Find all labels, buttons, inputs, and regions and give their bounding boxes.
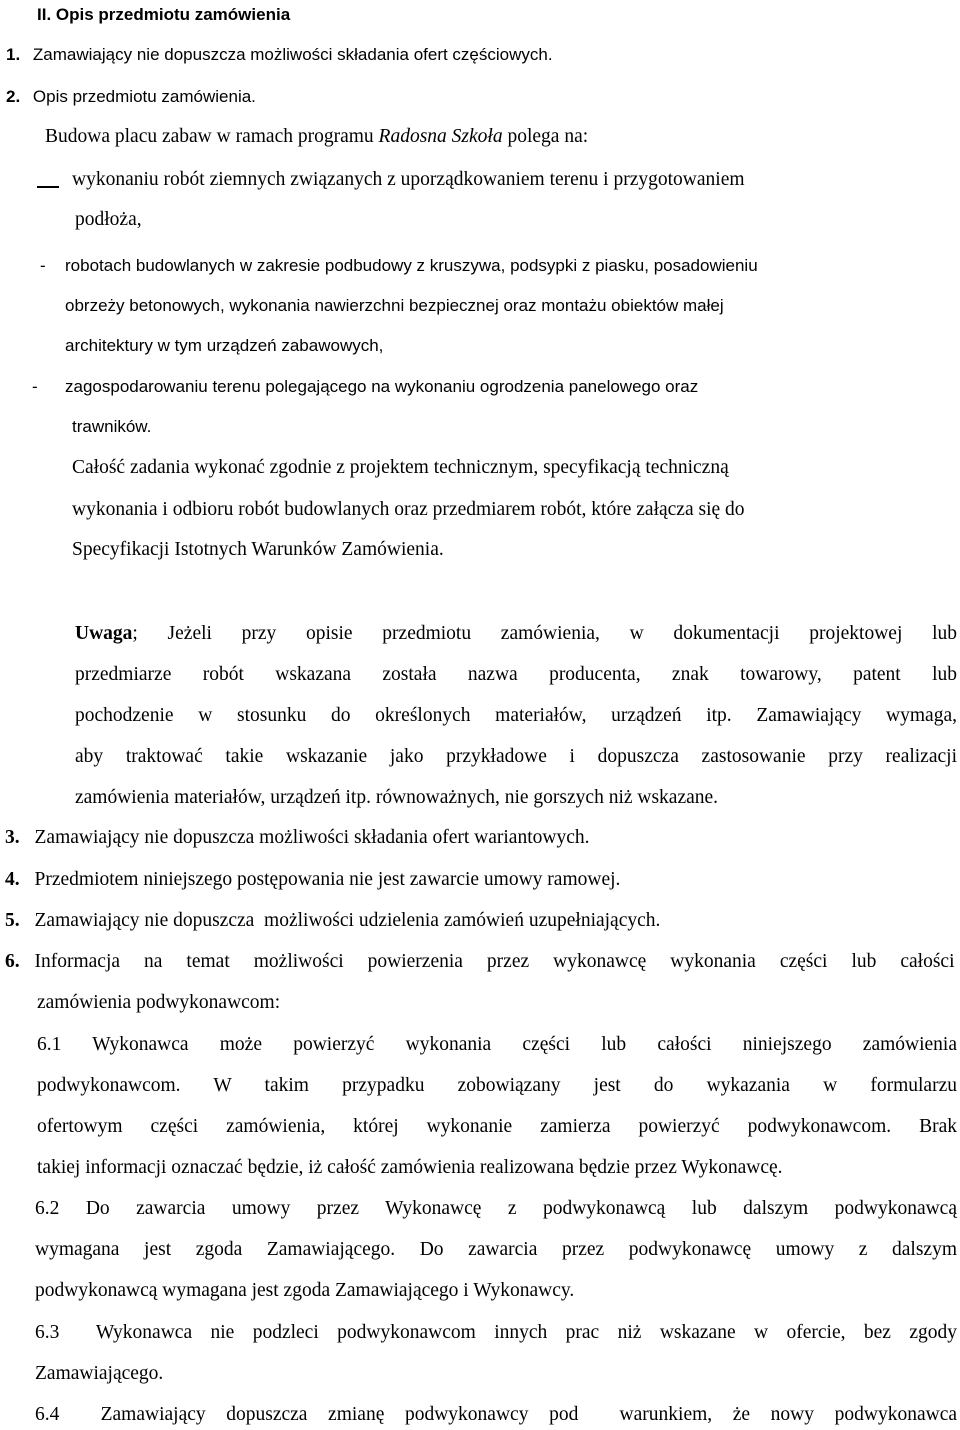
sub-6-3-line-1: 6.3 Wykonawca nie podzleci podwykonawcom innych prac niż wskazane w ofercie, bez zgody (35, 1322, 957, 1343)
item-1-text: Zamawiający nie dopuszcza możliwości składania ofert częściowych. (32, 45, 553, 64)
note-line-3: pochodzenie w stosunku do określonych materiałów, urządzeń itp. Zamawiający wymaga, (75, 705, 957, 726)
completion-line-2: wykonania i odbioru robót budowlanych oraz przedmiarem robót, które załącza się do (72, 499, 745, 520)
item-2-number: 2. (6, 87, 21, 106)
sub-6-2-line-1: 6.2 Do zawarcia umowy przez Wykonawcę z podwykonawcą lub dalszym podwykonawcą (35, 1198, 957, 1219)
item-1-number: 1. (6, 45, 21, 64)
item-1 (6, 43, 553, 67)
completion-line-1: Całość zadania wykonać zgodnie z projektem technicznym, specyfikacją techniczną (72, 457, 729, 478)
sub-6-2-line-2: wymagana jest zgoda Zamawiającego. Do zawarcia przez podwykonawcę umowy z dalszym (35, 1239, 957, 1260)
item-3 (5, 826, 590, 850)
bullet-dash-icon (37, 186, 59, 188)
sub-6-1-line-2: podwykonawcom. W takim przypadku zobowiązany jest do wykazania w formularzu (37, 1075, 957, 1096)
program-name: Radosna Szkoła (378, 126, 503, 147)
intro-after: polega na: (502, 126, 589, 147)
bullet-1-line-2: podłoża, (75, 209, 142, 230)
item-5-text: Zamawiający nie dopuszcza możliwości udzielenia zamówień uzupełniających. (34, 910, 661, 931)
intro-paragraph (45, 125, 588, 149)
item-6-line-2: zamówienia podwykonawcom: (37, 992, 281, 1013)
item-6-line-1-row (5, 950, 957, 974)
bullet-1-line-1: wykonaniu robót ziemnych związanych z uporządkowaniem terenu i przygotowaniem (72, 169, 745, 190)
bullet-3-line-2: trawników. (72, 417, 152, 436)
note-line-1-text: ; Jeżeli przy opisie przedmiotu zamówienia, w dokumentacji projektowej lub (132, 623, 957, 644)
sub-6-1-line-1: 6.1 Wykonawca może powierzyć wykonania części lub całości niniejszego zamówienia (37, 1034, 957, 1055)
bullet-3-line-1: zagospodarowaniu terenu polegającego na wykonaniu ogrodzenia panelowego oraz (65, 377, 699, 396)
item-6-number: 6. (5, 951, 20, 972)
bullet-2-line-1: robotach budowlanych w zakresie podbudowy z kruszywa, podsypki z piasku, posadowieniu (65, 256, 758, 275)
bullet-2-line-2: obrzeży betonowych, wykonania nawierzchni bezpiecznej oraz montażu obiektów małej (65, 296, 724, 315)
item-3-text: Zamawiający nie dopuszcza możliwości składania ofert wariantowych. (34, 827, 590, 848)
item-6-line-1: Informacja na temat możliwości powierzenia przez wykonawcę wykonania części lub całości (34, 951, 955, 972)
intro-before: Budowa placu zabaw w ramach programu (45, 126, 379, 147)
bullet-2-line-3: architektury w tym urządzeń zabawowych, (65, 336, 384, 355)
section-heading: II. Opis przedmiotu zamówienia (37, 5, 291, 24)
item-5-number: 5. (5, 910, 20, 931)
sub-6-3-line-2: Zamawiającego. (35, 1363, 164, 1384)
note-line-1 (75, 622, 957, 646)
item-2-text: Opis przedmiotu zamówienia. (32, 87, 256, 106)
note-line-4: aby traktować takie wskazanie jako przykładowe i dopuszcza zastosowanie przy realizacji (75, 746, 957, 767)
item-5 (5, 909, 660, 933)
note-line-2: przedmiarze robót wskazana została nazwa producenta, znak towarowy, patent lub (75, 664, 957, 685)
item-4-number: 4. (5, 869, 20, 890)
sub-6-1-line-4: takiej informacji oznaczać będzie, iż całość zamówienia realizowana będzie przez Wykonawcę. (37, 1157, 783, 1178)
note-line-5: zamówienia materiałów, urządzeń itp. równoważnych, nie gorszych niż wskazane. (75, 787, 719, 808)
sub-6-1-line-3: ofertowym części zamówienia, której wykonanie zamierza powierzyć podwykonawcom. Brak (37, 1116, 957, 1137)
bullet-2-dash: - (40, 256, 46, 275)
note-label: Uwaga (75, 623, 133, 644)
item-4 (5, 868, 620, 892)
item-4-text: Przedmiotem niniejszego postępowania nie jest zawarcie umowy ramowej. (34, 869, 621, 890)
sub-6-2-line-3: podwykonawcą wymagana jest zgoda Zamawiającego i Wykonawcy. (35, 1280, 575, 1301)
item-3-number: 3. (5, 827, 20, 848)
item-2 (6, 85, 256, 109)
sub-6-4-line-1: 6.4 Zamawiający dopuszcza zmianę podwykonawcy pod warunkiem, że nowy podwykonawca (35, 1404, 957, 1425)
bullet-3-dash: - (32, 377, 38, 396)
completion-line-3: Specyfikacji Istotnych Warunków Zamówienia. (72, 539, 444, 560)
